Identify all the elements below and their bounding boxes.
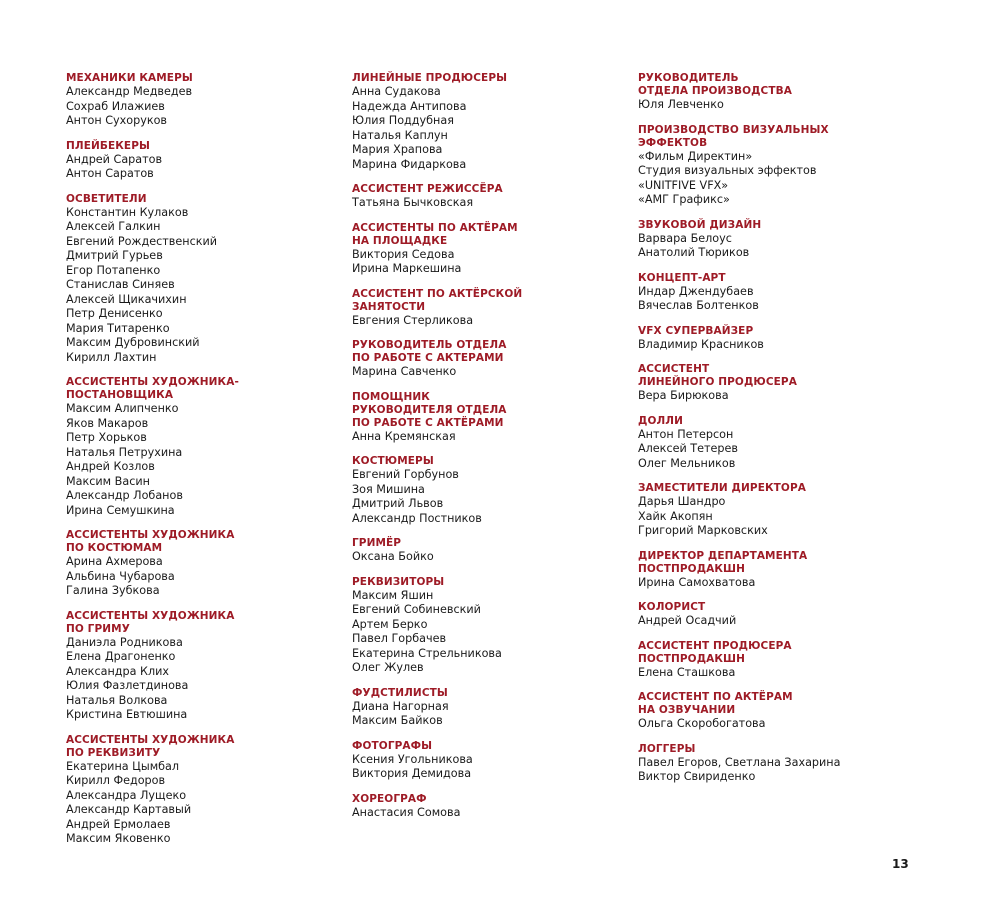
section-heading-line: ПРОИЗВОДСТВО ВИЗУАЛЬНЫХ [638,123,829,136]
section-heading [638,550,908,576]
section-heading: ГРИМЁР [352,537,402,549]
credit-section [638,325,908,353]
section-heading [352,391,622,430]
credit-name: Диана Нагорная [352,699,449,713]
credit-name: Дмитрий Львов [352,497,444,510]
credit-section [352,339,622,380]
credit-name: Анатолий Тюриков [638,246,750,259]
section-heading-line: ОТДЕЛА ПРОИЗВОДСТВА [638,85,792,97]
credit-section [66,193,336,366]
credit-section [352,576,622,676]
credit-name: Ирина Самохватова [638,575,756,589]
credit-name: Евгений Рождественский [66,234,218,248]
credit-name: Виктория Демидова [352,767,472,780]
section-heading-line: РУКОВОДИТЕЛЯ ОТДЕЛА [352,403,507,416]
credit-section [638,72,908,113]
section-heading-line: ЛИНЕЙНОГО ПРОДЮСЕРА [638,376,797,388]
section-heading-line: РУКОВОДИТЕЛЬ ОТДЕЛА [352,339,507,351]
credit-name: Павел Горбачев [352,632,447,645]
section-heading: ЛИНЕЙНЫЕ ПРОДЮСЕРЫ [352,72,508,84]
section-heading-line: АССИСТЕНТЫ ХУДОЖНИКА [66,609,235,622]
credit-name: Яков Макаров [66,416,149,430]
credit-name: Олег Мельников [638,456,736,470]
credit-name: Александр Лобанов [66,489,183,502]
credit-name: Максим Дубровинский [66,336,200,349]
credit-name: Екатерина Стрельникова [352,646,502,660]
page-number: 13 [892,857,909,871]
credit-section [352,793,622,821]
section-heading: ФОТОГРАФЫ [352,739,433,752]
section-heading-line: ПОСТПРОДАКШН [638,562,746,575]
credit-name: Евгения Стерликова [352,313,474,327]
credit-name: Арина Ахмерова [66,555,163,568]
section-heading: ХОРЕОГРАФ [352,792,427,805]
section-heading [66,610,336,636]
credit-section [352,740,622,782]
credit-section [638,124,908,208]
credit-section [638,363,908,404]
credit-name: Виктория Седова [352,247,455,261]
section-heading-line: ПО ГРИМУ [66,622,130,635]
section-heading-line: НА ОЗВУЧАНИИ [638,704,736,716]
credit-section [638,272,908,314]
section-heading: ФУДСТИЛИСТЫ [352,686,448,699]
credit-name: Владимир Красников [638,337,764,351]
credit-name: Алексей Галкин [66,220,161,233]
credit-section [352,288,622,329]
credit-name: «UNITFIVE VFX» [638,178,729,192]
credit-name: Дарья Шандро [638,495,726,508]
credit-name: Андрей Ермолаев [66,817,171,831]
credit-name: Оксана Бойко [352,550,434,563]
section-heading-line: ПО РАБОТЕ С АКТЁРАМИ [352,416,504,429]
section-heading: ЛОГГЕРЫ [638,742,696,755]
credit-name: Павел Егоров, Светлана Захарина [638,755,841,769]
credit-section [638,640,908,681]
credit-name: Ксения Угольникова [352,752,473,766]
credit-name: Альбина Чубарова [66,569,175,583]
section-heading-line: АССИСТЕНТ [638,363,710,375]
section-heading-line: ПОМОЩНИК [352,390,430,403]
section-heading-line: АССИСТЕНТЫ ПО АКТЁРАМ [352,221,518,234]
section-heading-line: ПО РЕКВИЗИТУ [66,746,161,759]
credit-name: Вера Бирюкова [638,389,729,402]
credit-section [66,72,336,129]
credit-name: Елена Сташкова [638,665,736,679]
section-heading [638,363,908,389]
credit-name: Варвара Белоус [638,231,732,245]
credit-name: Петр Хорьков [66,431,147,444]
credit-name: Юля Левченко [638,98,724,111]
credit-name: Андрей Саратов [66,152,163,166]
section-heading: МЕХАНИКИ КАМЕРЫ [66,72,193,84]
credit-name: Дмитрий Гурьев [66,249,163,262]
section-heading-line: ЭФФЕКТОВ [638,136,708,149]
credit-section [352,222,622,277]
credit-name: «Фильм Директин» [638,149,753,163]
section-heading-line: АССИСТЕНТ ПО АКТЁРАМ [638,691,793,703]
credit-name: Елена Драгоненко [66,650,176,663]
credit-name: Александр Картавый [66,803,192,816]
section-heading [638,124,908,150]
credit-name: Сохраб Илажиев [66,99,165,113]
credit-section [352,72,622,172]
credit-section [66,529,336,599]
credit-name: Константин Кулаков [66,205,189,219]
credit-name: Екатерина Цымбал [66,759,180,773]
credit-name: Петр Денисенко [66,307,163,320]
section-heading [352,288,622,314]
credit-name: Наталья Каплун [352,128,448,142]
credit-name: Индар Джендубаев [638,284,754,298]
credits-column-3 [638,72,908,796]
credit-name: Ольга Скоробогатова [638,717,766,730]
credit-name: Ирина Семушкина [66,503,175,517]
credit-section [66,610,336,723]
credit-name: Кирилл Федоров [66,774,166,787]
credit-section [638,482,908,539]
credit-name: Андрей Осадчий [638,614,737,627]
credit-section [638,691,908,732]
credit-name: Юлия Поддубная [352,114,454,127]
section-heading: ДОЛЛИ [638,414,684,427]
credit-name: Антон Петерсон [638,427,734,441]
credit-section [638,601,908,629]
credit-name: Алексей Тетерев [638,442,738,455]
credit-section [66,140,336,182]
section-heading: КОНЦЕПТ-АРТ [638,271,726,284]
credit-name: Марина Савченко [352,365,457,378]
credit-section [352,455,622,526]
credit-section [638,219,908,261]
section-heading: КОСТЮМЕРЫ [352,455,434,467]
section-heading-line: РУКОВОДИТЕЛЬ [638,72,739,84]
credit-name: Мария Храпова [352,143,443,156]
credit-name: Мария Титаренко [66,321,170,335]
section-heading [66,734,336,760]
credit-name: Максим Яковенко [66,832,171,845]
credit-name: Андрей Козлов [66,460,155,473]
section-heading-line: НА ПЛОЩАДКЕ [352,234,448,247]
credit-name: Студия визуальных эффектов [638,164,817,177]
credit-name: Александр Постников [352,511,482,525]
section-heading [66,529,336,555]
credit-section [638,550,908,591]
credit-name: Олег Жулев [352,661,424,674]
credit-name: Зоя Мишина [352,482,425,496]
credit-name: Максим Яшин [352,588,434,602]
section-heading-line: АССИСТЕНТЫ ХУДОЖНИКА [66,529,235,541]
credit-name: Ирина Маркешина [352,262,462,275]
section-heading-line: ПОСТАНОВЩИКА [66,389,174,401]
credit-name: Кирилл Лахтин [66,350,157,364]
section-heading-line: ПО КОСТЮМАМ [66,542,163,554]
credit-name: Егор Потапенко [66,263,161,277]
credit-name: Марина Фидаркова [352,157,467,171]
section-heading [638,691,908,717]
credit-name: Станислав Синяев [66,278,175,291]
credit-name: Кристина Евтюшина [66,708,188,721]
credit-name: Вячеслав Болтенков [638,299,759,312]
credit-section [638,415,908,472]
section-heading [66,376,336,402]
credit-name: Максим Васин [66,474,150,488]
credit-name: Анна Судакова [352,85,441,98]
section-heading: ЗВУКОВОЙ ДИЗАЙН [638,218,762,231]
credits-column-1 [66,72,336,858]
section-heading: ЗАМЕСТИТЕЛИ ДИРЕКТОРА [638,482,806,494]
credit-section [352,687,622,729]
section-heading-line: ЗАНЯТОСТИ [352,300,426,313]
section-heading: ПЛЕЙБЕКЕРЫ [66,139,150,152]
credit-name: Галина Зубкова [66,584,160,597]
section-heading: VFX СУПЕРВАЙЗЕР [638,324,754,337]
credit-name: Виктор Свириденко [638,770,756,783]
credit-name: Евгений Собиневский [352,603,481,616]
credit-name: Надежда Антипова [352,99,467,113]
credit-name: Евгений Горбунов [352,468,459,481]
credit-name: Юлия Фазлетдинова [66,679,189,692]
credit-section [66,734,336,847]
section-heading-line: ПОСТПРОДАКШН [638,652,746,665]
section-heading: АССИСТЕНТ РЕЖИССЁРА [352,183,503,195]
credit-name: Даниэла Родникова [66,635,183,649]
section-heading: РЕКВИЗИТОРЫ [352,575,445,588]
credits-column-2 [352,72,622,831]
credit-name: Александра Клих [66,664,169,678]
credit-name: Александра Лущеко [66,788,187,802]
credit-name: Антон Саратов [66,167,154,180]
credit-section [638,743,908,785]
section-heading [352,339,622,365]
credit-name: Александр Медведев [66,85,193,98]
section-heading-line: АССИСТЕНТЫ ХУДОЖНИКА- [66,376,239,388]
credit-section [352,391,622,445]
section-heading-line: ПО РАБОТЕ С АКТЕРАМИ [352,352,504,364]
credit-name: Максим Байков [352,714,443,727]
credit-section [66,376,336,518]
section-heading: ОСВЕТИТЕЛИ [66,192,147,205]
credit-name: Антон Сухоруков [66,114,168,127]
credit-name: Максим Алипченко [66,402,179,415]
section-heading-line: АССИСТЕНТ ПРОДЮСЕРА [638,639,792,652]
credit-name: Хайк Акопян [638,509,713,523]
section-heading: КОЛОРИСТ [638,601,706,613]
credit-name: Алексей Щикачихин [66,292,187,306]
credit-name: Татьяна Бычковская [352,196,474,209]
credit-name: Анна Кремянская [352,429,456,443]
section-heading [638,72,908,98]
section-heading-line: ДИРЕКТОР ДЕПАРТАМЕНТА [638,549,808,562]
credit-name: Наталья Волкова [66,693,168,707]
credit-section [352,537,622,565]
credit-name: Артем Берко [352,617,428,631]
credit-name: «АМГ Графикс» [638,193,730,206]
section-heading [352,222,622,248]
credit-section [352,183,622,211]
section-heading [638,640,908,666]
credit-name: Григорий Марковских [638,524,768,537]
section-heading-line: АССИСТЕНТЫ ХУДОЖНИКА [66,733,235,746]
credit-name: Анастасия Сомова [352,805,461,819]
credit-name: Наталья Петрухина [66,445,183,459]
section-heading-line: АССИСТЕНТ ПО АКТЁРСКОЙ [352,287,523,300]
